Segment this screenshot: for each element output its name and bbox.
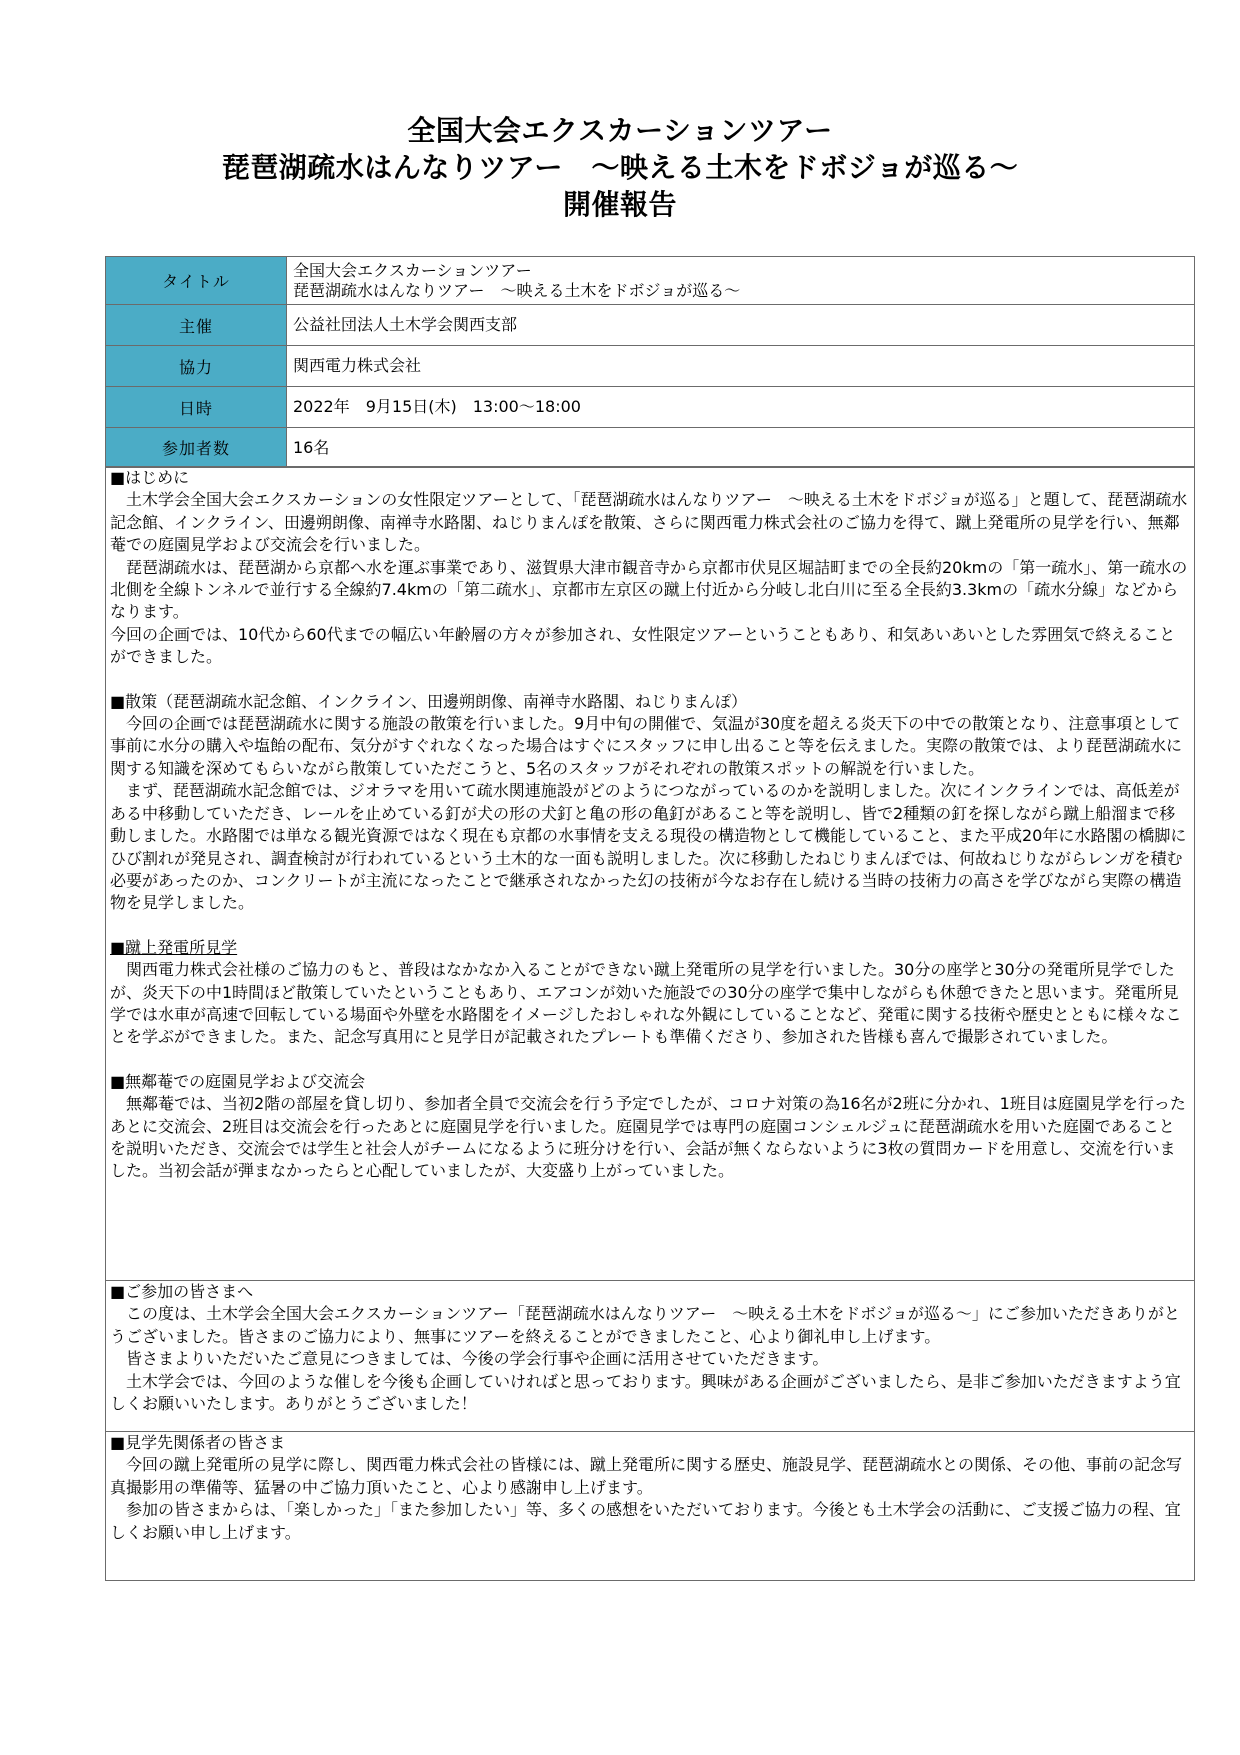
header-title-line2: 琵琶湖疏水はんなりツアー ～映える土木をドボジョが巡る～ (221, 151, 1019, 184)
site-paragraph-2: 参加の皆さまからは、「楽しかった」「また参加したい」等、多くの感想をいただいております。今後とも土木学会の活動に、ご支援ご協力の程、宜しくお願い申し上げます。 (110, 1500, 1181, 1542)
intro-heading: ■はじめに (110, 468, 190, 487)
organizer-value: 公益社団法人土木学会関西支部 (287, 305, 1195, 346)
cooperation-row (106, 346, 1195, 387)
thanks-participants-box (105, 1280, 1195, 1432)
thanks-paragraph-1: この度は、土木学会全国大会エクスカーションツアー「琵琶湖疏水はんなりツアー ～映える土木をドボジョが巡る～」にご参加いただきありがとうございました。皆さまのご協力により、無事にツアーを終えることができましたこと、心より御礼申し上げます。 (110, 1304, 1180, 1346)
date-label: 日時 (106, 387, 287, 428)
title-label: タイトル (106, 257, 287, 305)
title-value (287, 257, 1195, 305)
header-title-line3: 開催報告 (562, 188, 677, 221)
participants-value: 16名 (287, 428, 1195, 468)
walk-paragraph-2: まず、琵琶湖疏水記念館では、ジオラマを用いて疏水関連施設がどのようにつながっているのかを説明しました。次にインクラインでは、高低差がある中移動していただき、レールを止めている釘が犬の形の犬釘と亀の形の亀釘があること等を説明し、皆で2種類の釘を探しながら蹴上船溜まで移動しました。水路閣では単なる観光資源ではなく現在も京都の水事情を支える現役の構造物として機能していること、また平成20年に水路閣の橋脚にひび割れが発見され、調査検討が行われているという土木的な一面も説明しました。次に移動したねじりまんぽでは、何故ねじりながらレンガを積む必要があったのか、コンクリートが主流になったことで継承されなかった幻の技術が今なお存在し続ける当時の技術力の高さを学びながら実際の構造物を見学しました。 (110, 781, 1187, 913)
intro-paragraph-3: 今回の企画では、10代から60代までの幅広い年齢層の方々が参加され、女性限定ツアーということもあり、和気あいあいとした雰囲気で終えることができました。 (110, 624, 1176, 667)
organizer-label: 主催 (106, 305, 287, 346)
title-value-line2: 琵琶湖疏水はんなりツアー ～映える土木をドボジョが巡る～ (293, 280, 741, 300)
header-title-line1: 全国大会エクスカーションツアー (407, 114, 833, 147)
thanks-paragraph-2: 皆さまよりいただいたご意見につきましては、今後の学会行事や企画に活用させていただきます。 (110, 1349, 829, 1369)
site-heading: ■見学先関係者の皆さま (110, 1433, 286, 1452)
title-row (106, 257, 1195, 305)
report-body-box (105, 466, 1195, 1281)
thanks-heading: ■ご参加の皆さまへ (110, 1282, 254, 1301)
spacer (110, 1049, 1190, 1071)
date-value: 2022年 9月15日(木) 13:00～18:00 (287, 387, 1195, 428)
report-header (0, 112, 1240, 223)
intro-paragraph-2: 琵琶湖疏水は、琵琶湖から京都へ水を運ぶ事業であり、滋賀県大津市観音寺から京都市伏見区堀詰町までの全長約20kmの「第一疏水」、第一疏水の北側を全線トンネルで並行する全線約7.4kmの「第二疏水」、京都市左京区の蹴上付近から分岐し北白川に至る全長約3.3kmの「疏水分線」などからなります。 (110, 557, 1188, 622)
participants-label: 参加者数 (106, 428, 287, 468)
date-row (106, 387, 1195, 428)
walk-paragraph-1: 今回の企画では琵琶湖疏水に関する施設の散策を行いました。9月中旬の開催で、気温が30度を超える炎天下の中での散策となり、注意事項として事前に水分の購入や塩飴の配布、気分がすぐれなくなった場合はすぐにスタッフに申し出ること等を伝えました。実際の散策では、より琵琶湖疏水に関する知識を深めてもらいながら散策していただこうと、5名のスタッフがそれぞれの散策スポットの解説を行いました。 (110, 714, 1183, 778)
title-value-line1: 全国大会エクスカーションツアー (293, 260, 532, 280)
walk-heading: ■散策（琵琶湖疏水記念館、インクライン、田邊朔朗像、南禅寺水路閣、ねじりまんぽ） (110, 691, 748, 711)
participants-row (106, 428, 1195, 468)
plant-heading: ■蹴上発電所見学 (110, 937, 238, 957)
organizer-row (106, 305, 1195, 346)
garden-heading: ■無鄰菴での庭園見学および交流会 (110, 1071, 366, 1091)
plant-paragraph-1: 関西電力株式会社様のご協力のもと、普段はなかなか入ることができない蹴上発電所の見学を行いました。30分の座学と30分の発電所見学でしたが、炎天下の中1時間ほど散策していたということもあり、エアコンが効いた施設での30分の座学で集中しながらも休憩できたと思います。発電所見学では水車が高速で回転している場面や外壁を水路閣をイメージしたおしゃれな外観にしていることなど、発電に関する技術や歴史とともに様々なことを学ぶができました。また、記念写真用にと見学日が記載されたプレートも準備くださり、参加された皆様も喜んで撮影されていました。 (110, 960, 1182, 1047)
thanks-paragraph-3: 土木学会では、今回のような催しを今後も企画していければと思っております。興味がある企画がございましたら、是非ご参加いただきますよう宜しくお願いいたします。ありがとうございました！ (110, 1371, 1181, 1414)
thanks-site-staff-box (105, 1431, 1195, 1581)
cooperation-label: 協力 (106, 346, 287, 387)
cooperation-value: 関西電力株式会社 (287, 346, 1195, 387)
event-info-table (105, 256, 1195, 468)
intro-paragraph-1: 土木学会全国大会エクスカーションの女性限定ツアーとして、「琵琶湖疏水はんなりツアー ～映える土木をドボジョが巡る」と題して、琵琶湖疏水記念館、インクライン、田邊朔朗像、南禅寺水路閣、ねじりまんぽを散策、さらに関西電力株式会社のご協力を得て、蹴上発電所の見学を行い、無鄰菴での庭園見学および交流会を行いました。 (110, 490, 1188, 555)
spacer (110, 669, 1190, 691)
garden-paragraph-1: 無鄰菴では、当初2階の部屋を貸し切り、参加者全員で交流会を行う予定でしたが、コロナ対策の為16名が2班に分かれ、1班目は庭園見学を行ったあとに交流会、2班目は交流会を行ったあとに庭園見学を行いました。庭園見学では専門の庭園コンシェルジュに琵琶湖疏水を用いた庭園であることを説明いただき、交流会では学生と社会人がチームになるように班分けを行い、会話が無くならないように3枚の質問カードを用意し、交流を行いました。当初会話が弾まなかったらと心配していましたが、大変盛り上がっていました。 (110, 1094, 1186, 1181)
spacer (110, 915, 1190, 937)
site-paragraph-1: 今回の蹴上発電所の見学に際し、関西電力株式会社の皆様には、蹴上発電所に関する歴史、施設見学、琵琶湖疏水との関係、その他、事前の記念写真撮影用の準備等、猛暑の中ご協力頂いたこと、心より感謝申し上げます。 (110, 1455, 1183, 1497)
